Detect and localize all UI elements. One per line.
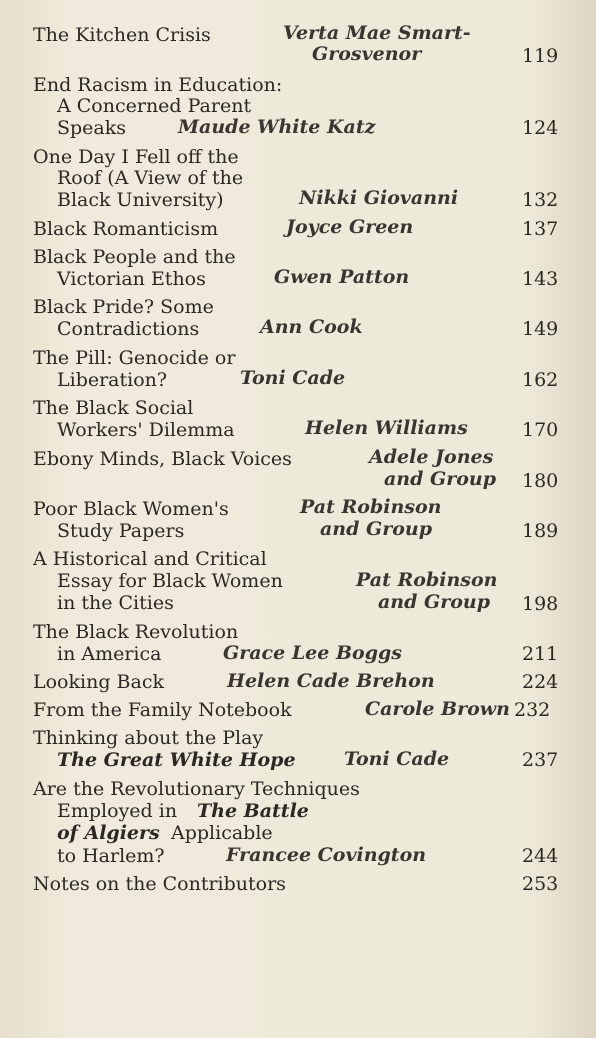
entry-page-number: 237 — [522, 749, 559, 771]
entry-title: Employed in — [57, 800, 178, 822]
entry-page-number: 162 — [522, 369, 559, 391]
entry-page-number: 224 — [522, 671, 559, 693]
entry-author: and Group — [320, 518, 433, 540]
entry-page-number: 211 — [522, 643, 559, 665]
entry-page-number: 232 — [514, 699, 551, 721]
entry-title: The Black Revolution — [33, 621, 239, 643]
entry-title: Essay for Black Women — [57, 570, 283, 592]
entry-page-number: 119 — [522, 45, 559, 67]
entry-title: From the Family Notebook — [33, 699, 292, 721]
entry-page-number: 189 — [522, 520, 559, 542]
entry-page-number: 149 — [522, 318, 559, 340]
entry-author: Ann Cook — [260, 316, 363, 338]
entry-title: in the Cities — [57, 592, 174, 614]
entry-title: One Day I Fell off the — [33, 146, 239, 168]
entry-page-number: 244 — [522, 845, 559, 867]
entry-page-number: 124 — [522, 117, 559, 139]
entry-author: Maude White Katz — [178, 116, 376, 138]
entry-title: Black People and the — [33, 246, 236, 268]
entry-page-number: 253 — [522, 873, 559, 895]
entry-title: Black University) — [57, 189, 224, 211]
entry-title: Looking Back — [33, 671, 164, 693]
entry-title: Are the Revolutionary Techniques — [33, 778, 360, 800]
entry-title: The Kitchen Crisis — [33, 24, 211, 46]
entry-title: End Racism in Education: — [33, 74, 283, 96]
entry-page-number: 137 — [522, 218, 559, 240]
entry-author: Toni Cade — [344, 748, 450, 770]
entry-author: Gwen Patton — [274, 266, 410, 288]
entry-author: Francee Covington — [226, 844, 427, 866]
entry-title: Speaks — [57, 117, 127, 139]
entry-title: Ebony Minds, Black Voices — [33, 448, 292, 470]
entry-title: Contradictions — [57, 318, 200, 340]
entry-title: Roof (A View of the — [57, 167, 244, 189]
entry-author: Carole Brown — [365, 698, 510, 720]
entry-author: Helen Cade Brehon — [227, 670, 435, 692]
entry-author: and Group — [384, 468, 497, 490]
entry-title: to Harlem? — [57, 845, 165, 867]
entry-author: Adele Jones — [369, 446, 494, 468]
entry-author: Helen Williams — [305, 417, 468, 439]
entry-title: Notes on the Contributors — [33, 873, 286, 895]
entry-title: A Historical and Critical — [33, 548, 267, 570]
entry-page-number: 170 — [522, 419, 559, 441]
entry-page-number: 180 — [522, 470, 559, 492]
entry-author: Joyce Green — [286, 216, 414, 238]
entry-page-number: 132 — [522, 189, 559, 211]
entry-title: Study Papers — [57, 520, 185, 542]
entry-title: Black Pride? Some — [33, 296, 214, 318]
entry-author: Grace Lee Boggs — [223, 642, 402, 664]
entry-page-number: 143 — [522, 268, 559, 290]
entry-title: Liberation? — [57, 369, 168, 391]
entry-author: Pat Robinson — [300, 496, 442, 518]
entry-title-italic: The Great White Hope — [57, 749, 296, 771]
entry-title: Thinking about the Play — [33, 727, 264, 749]
entry-author: Grosvenor — [312, 43, 422, 65]
entry-title-italic: of Algiers — [57, 822, 160, 844]
entry-title: The Black Social — [33, 397, 194, 419]
entry-author: and Group — [378, 591, 491, 613]
entry-author: Toni Cade — [240, 367, 346, 389]
entry-title: The Pill: Genocide or — [33, 347, 236, 369]
entry-author: Nikki Giovanni — [299, 187, 459, 209]
entry-title: Black Romanticism — [33, 218, 219, 240]
entry-page-number: 198 — [522, 593, 559, 615]
entry-author: Pat Robinson — [356, 569, 498, 591]
entry-author: Verta Mae Smart- — [283, 22, 471, 44]
entry-title: A Concerned Parent — [57, 95, 252, 117]
entry-title: Applicable — [171, 822, 273, 844]
entry-title: in America — [57, 643, 162, 665]
entry-title: Workers' Dilemma — [57, 419, 235, 441]
entry-title-italic: The Battle — [197, 800, 309, 822]
entry-title: Poor Black Women's — [33, 498, 229, 520]
entry-title: Victorian Ethos — [57, 268, 206, 290]
